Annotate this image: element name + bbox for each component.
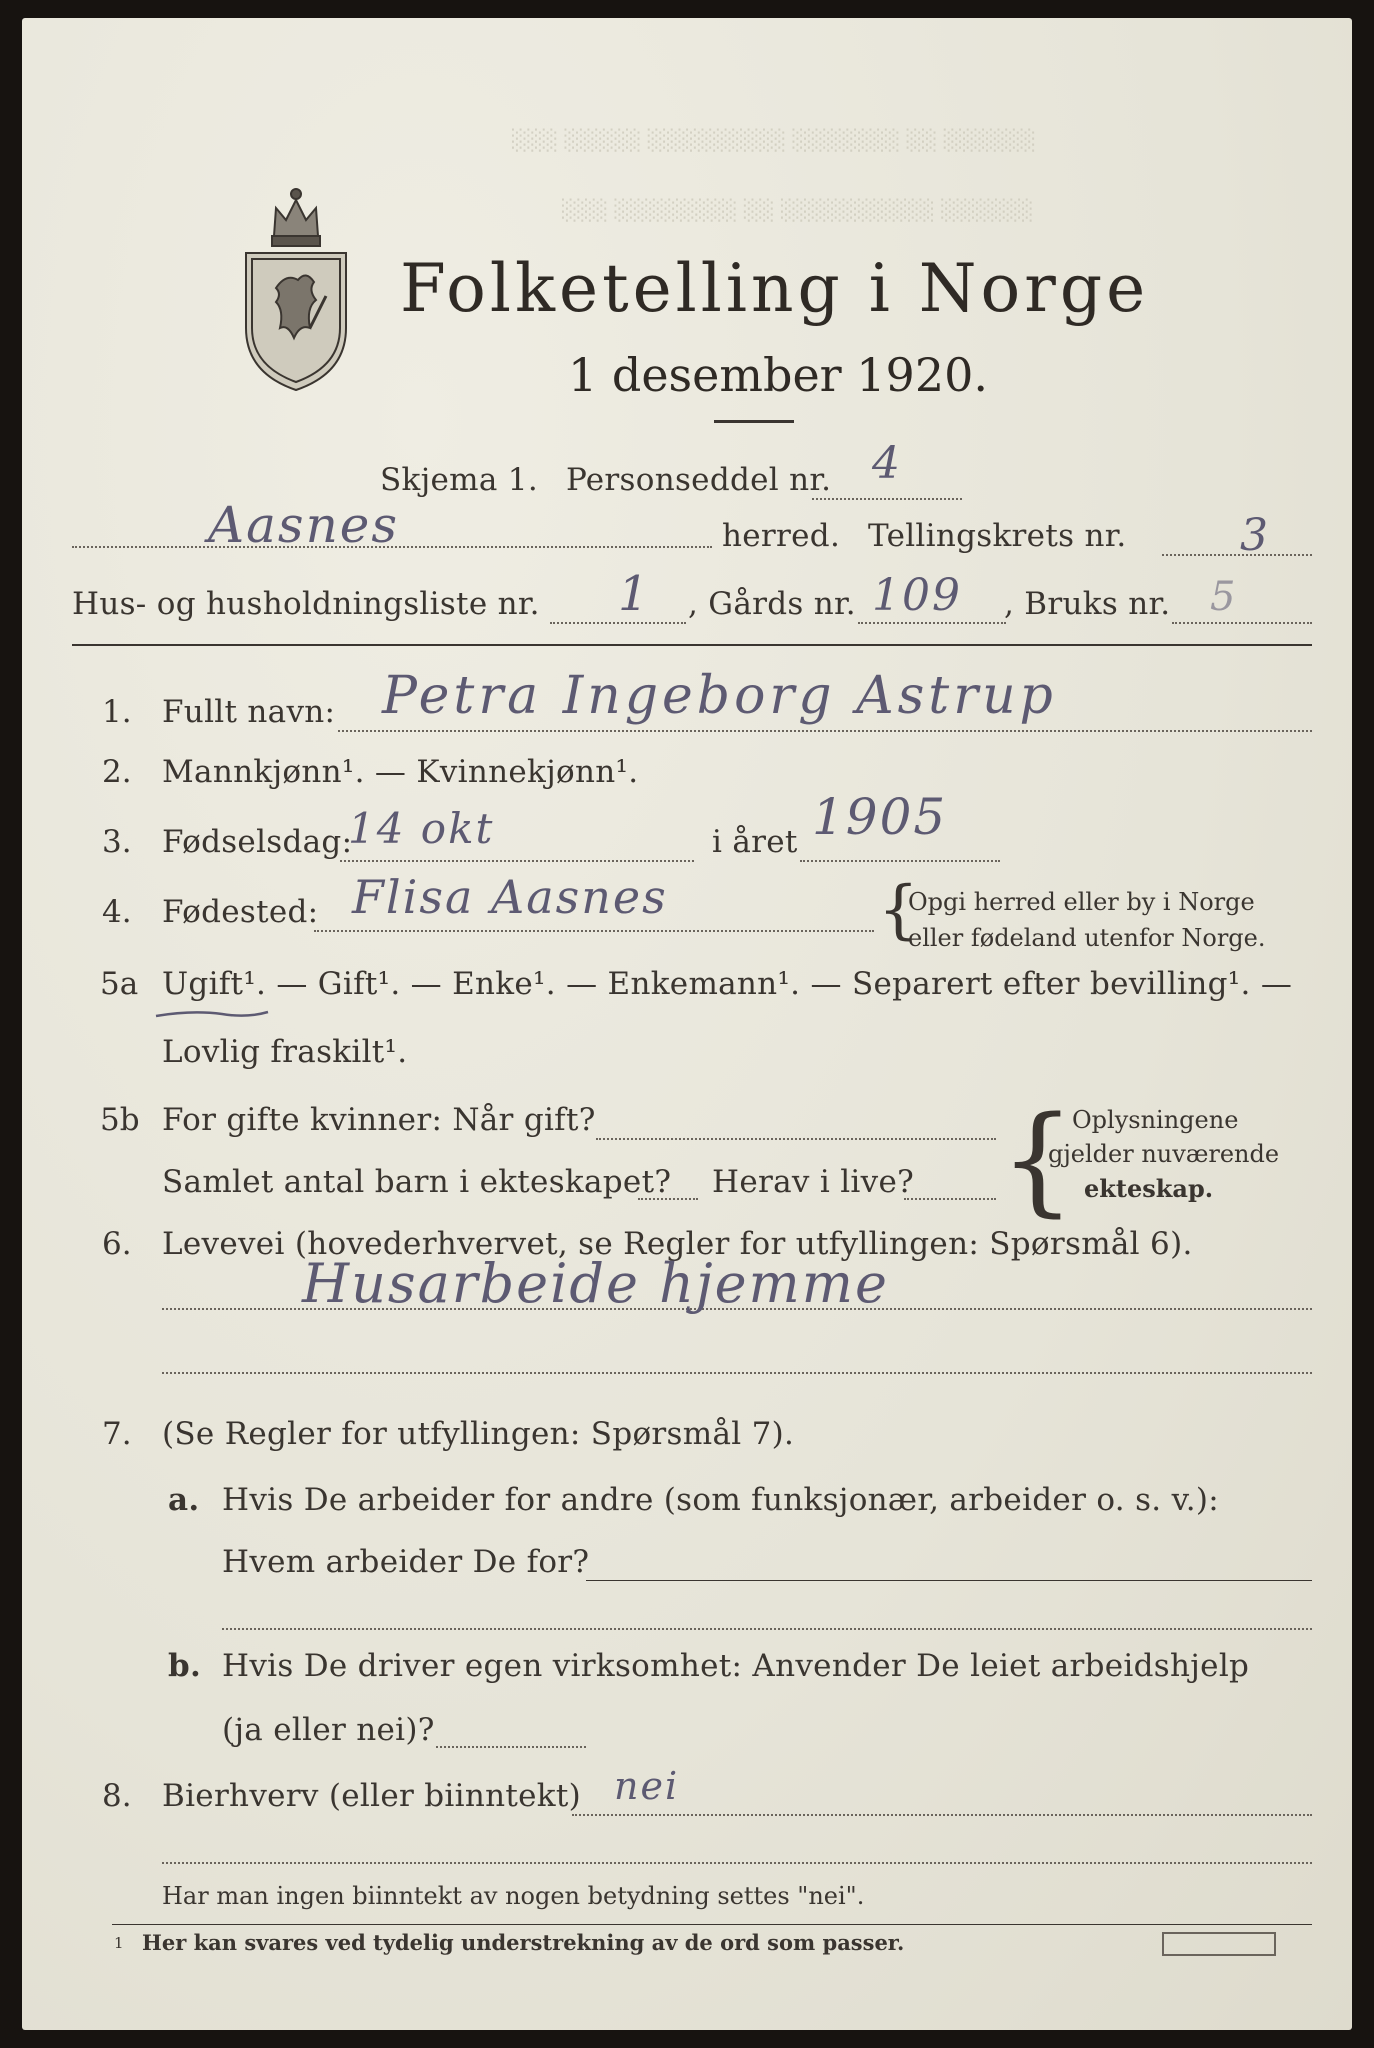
title-divider [714,420,794,423]
printer-stamp-icon [1162,1932,1276,1956]
marriage-note-line-2: gjelder nuværende [1048,1140,1280,1168]
question-5a-number: 5a [100,966,139,1002]
question-1-number: 1. [102,694,132,730]
children-alive-label: Herav i live? [712,1164,915,1200]
household-list-label: Hus- og husholdningsliste nr. [72,586,540,622]
herred-label: herred. [722,518,841,554]
children-count-label: Samlet antal barn i ekteskapet? [162,1164,672,1200]
tellingskrets-label: Tellingskrets nr. [868,518,1127,554]
footer-rule [112,1924,1312,1925]
self-employed-question-line-1: Hvis De driver egen virksomhet: Anvender De leiet arbeidshjelp [222,1648,1250,1684]
employed-question-line-1: Hvis De arbeider for andre (som funksjonær, arbeider o. s. v.): [222,1482,1220,1518]
household-list-value: 1 [618,566,651,622]
personseddel-field-line [812,498,962,500]
header-separator-rule [72,644,1312,646]
birth-year-value: 1905 [812,788,948,846]
personseddel-label: Personseddel nr. [566,462,832,498]
question-2-number: 2. [102,754,132,790]
occupation-value: Husarbeide hjemme [302,1252,889,1315]
question-8-number: 8. [102,1778,132,1814]
marital-status-options: Ugift¹. — Gift¹. — Enke¹. — Enkemann¹. — Separert efter bevilling¹. — [162,966,1293,1002]
marriage-note-brace: { [1000,1090,1076,1228]
ugift-underline-mark [152,1004,272,1024]
bruks-label: , Bruks nr. [1004,586,1171,622]
footnote-mark: 1 [114,1934,124,1952]
birthday-field-line [340,860,694,862]
bleed-through-text: ░░░ ░░░░░░░░ ░░ ░░░░░░░░░░ ░░░░░░ [562,198,1034,222]
children-count-field-line [638,1198,698,1200]
hired-help-field-line [436,1746,586,1748]
full-name-field-line [338,730,1312,732]
married-date-label: For gifte kvinner: Når gift? [162,1102,596,1138]
personseddel-number-value: 4 [872,438,902,489]
question-7b-letter: b. [168,1648,202,1684]
bruks-field-line [1172,622,1312,624]
birthplace-note-brace: { [878,873,919,947]
side-income-label: Bierhverv (eller biinntekt) [162,1778,582,1814]
bruks-number-value: 5 [1210,574,1238,620]
side-income-value: nei [614,1764,680,1808]
employer-field-line-2 [222,1628,1312,1630]
bleed-through-text: ░░░ ░░░░░ ░░░░░░░░░ ░░░░░░░ ░░ ░░░░░░ [512,128,1036,152]
sex-options: Mannkjønn¹. — Kvinnekjønn¹. [162,754,639,790]
full-name-label: Fullt navn: [162,694,336,730]
question-7-label: (Se Regler for utfyllingen: Spørsmål 7). [162,1416,795,1452]
birthplace-field-line [314,930,874,932]
side-income-note: Har man ingen biinntekt av nogen betydning settes "nei". [162,1882,865,1910]
gards-number-value: 109 [872,570,962,621]
hired-help-label: (ja eller nei)? [222,1712,435,1748]
birth-year-label: i året [712,824,798,860]
birthplace-note-line-2: eller fødeland utenfor Norge. [908,924,1266,952]
occupation-field-line-2 [162,1372,1312,1374]
children-alive-field-line [904,1198,996,1200]
footnote-text: Her kan svares ved tydelig understrekning av de ord som passer. [142,1930,905,1955]
question-5b-number: 5b [100,1102,140,1138]
birthplace-note-line-1: Opgi herred eller by i Norge [908,888,1255,916]
form-title: Folketelling i Norge [400,250,1150,327]
question-6-number: 6. [102,1226,132,1262]
birth-year-field-line [800,860,1000,862]
employer-label: Hvem arbeider De for? [222,1544,590,1580]
marital-status-divorced-option: Lovlig fraskilt¹. [162,1034,408,1070]
gards-field-line [858,622,1006,624]
form-date: 1 desember 1920. [568,348,988,402]
birthplace-label: Fødested: [162,894,319,930]
full-name-value: Petra Ingeborg Astrup [382,666,1057,726]
norwegian-coat-of-arms-icon [236,178,356,393]
birthplace-value: Flisa Aasnes [352,870,668,924]
employer-field-line [586,1580,1312,1581]
marriage-note-line-3: ekteskap. [1084,1174,1214,1203]
tellingskrets-number-value: 3 [1240,510,1270,561]
side-income-field-line [572,1814,1312,1816]
side-income-field-line-2 [162,1862,1312,1864]
birthday-value: 14 okt [348,804,495,853]
census-form-page [22,18,1352,2030]
married-date-field-line [596,1138,996,1140]
gards-label: , Gårds nr. [688,586,856,622]
herred-value: Aasnes [208,496,400,554]
marriage-note-line-1: Oplysningene [1072,1106,1239,1134]
schema-label: Skjema 1. [380,462,538,498]
occupation-label: Levevei (hovederhvervet, se Regler for utfyllingen: Spørsmål 6). [162,1226,1193,1262]
question-7-number: 7. [102,1416,132,1452]
question-3-number: 3. [102,824,132,860]
tellingskrets-field-line [1162,554,1312,556]
question-4-number: 4. [102,894,132,930]
birthday-label: Fødselsdag: [162,824,353,860]
household-list-field-line [550,622,686,624]
question-7a-letter: a. [168,1482,200,1518]
